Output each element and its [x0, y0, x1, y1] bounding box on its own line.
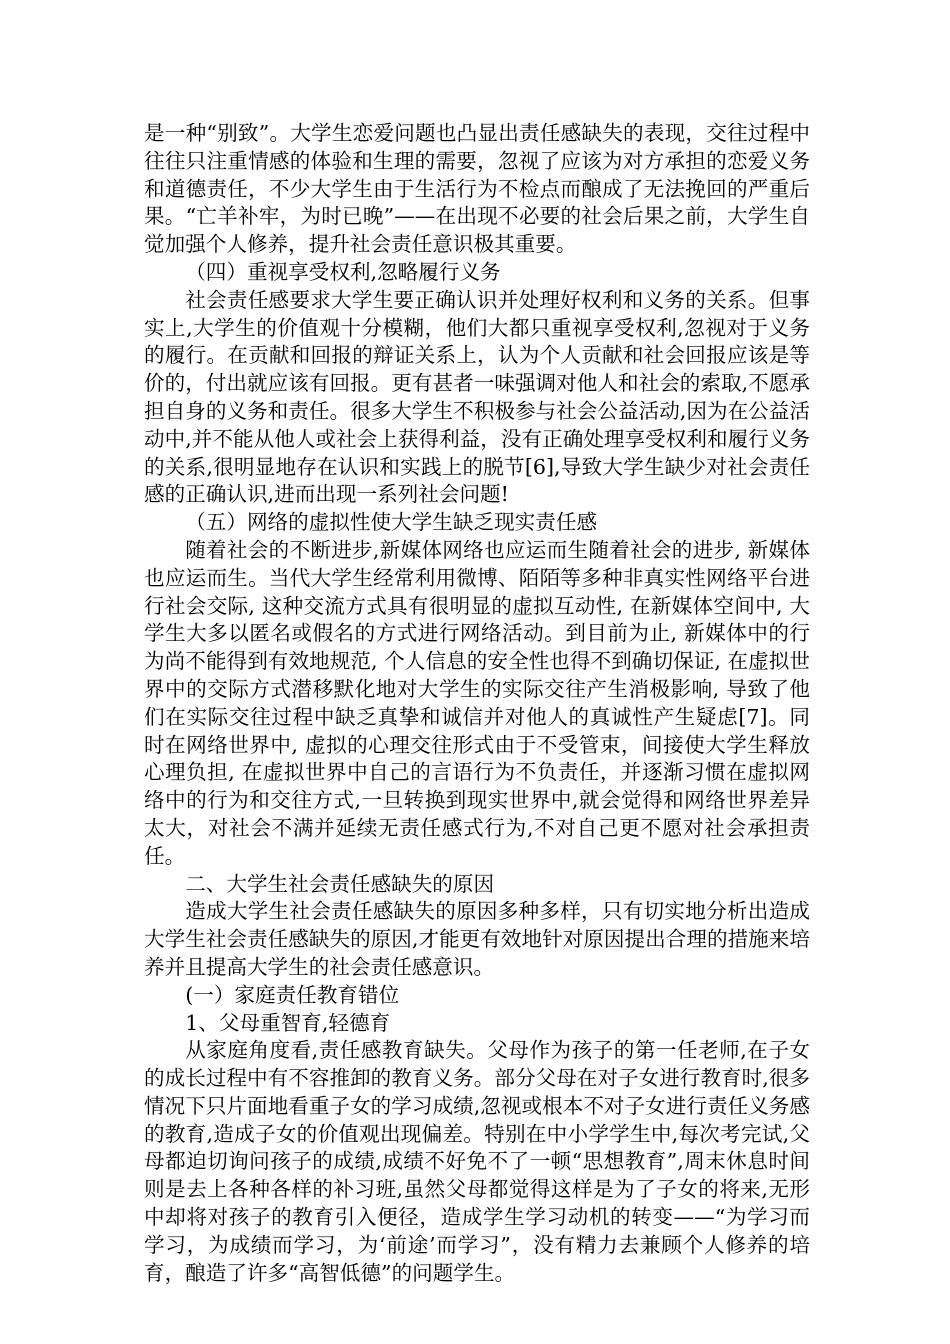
heading-intellect-over-morals: 1、父母重智育,轻德育: [185, 1010, 391, 1035]
paragraph-family-perspective: 从家庭角度看,责任感教育缺失。父母作为孩子的第一任老师,在子女的成长过程中有不容推卸的教育义务。部分父母在对子女进行教育时,很多情况下只片面地看重子女的学习成绩,忽视或根本不对子女进行责任义务感的教育,造成子女的价值观出现偏差。特别在中小学学生中,每次考完试,父母都迫切询问孩子的成绩,成绩不好免不了一顿“思想教育”,周末休息时间则是去上各种各样的补习班,虽然父母都觉得这样是为了子女的将来,无形中却将对孩子的教育引入便径，造成学生学习动机的转变——“为学习而学习，为成绩而学习，为‘前途’而学习”，没有精力去兼顾个人修养的培育，酿造了许多“高智低德”的问题学生。: [144, 1038, 810, 1285]
paragraph-causes-intro: 造成大学生社会责任感缺失的原因多种多样，只有切实地分析出造成大学生社会责任感缺失的原因,才能更有效地针对原因提出合理的措施来培养并且提高大学生的社会责任感意识。: [144, 899, 810, 979]
paragraph-rights-duties: 社会责任感要求大学生要正确认识并处理好权利和义务的关系。但事实上,大学生的价值观十分模糊，他们大都只重视享受权利,忽视对于义务的履行。在贡献和回报的辩证关系上，认为个人贡献和社会回报应该是等价的，付出就应该有回报。更有甚者一味强调对他人和社会的索取,不愿承担自身的义务和责任。很多大学生不积极参与社会公益活动,因为在公益活动中,并不能从他人或社会上获得利益，没有正确处理享受权利和履行义务的关系,很明显地存在认识和实践上的脱节[6],导致大学生缺少对社会责任感的正确认识,进而出现一系列社会问题!: [144, 287, 810, 507]
heading-family-education: (一）家庭责任教育错位: [185, 982, 400, 1007]
heading-causes: 二、大学生社会责任感缺失的原因: [185, 871, 495, 896]
paragraph-virtual-network: 随着社会的不断进步,新媒体网络也应运而生随着社会的进步, 新媒体也应运而生。当代大学生经常利用微博、陌陌等多种非真实性网络平台进行社会交际, 这种交流方式具有很明显的虚拟互动性, 在新媒体空间中, 大学生大多以匿名或假名的方式进行网络活动。到目前为止, 新媒体中的行为尚不能得到有效地规范, 个人信息的安全性也得不到确切保证, 在虚拟世界中的交际方式潜移默化地对大学生的实际交往产生消极影响, 导致了他们在实际交往过程中缺乏真挚和诚信并对他人的真诚性产生疑虑[7]。同时在网络世界中, 虚拟的心理交往形式由于不受管束，间接使大学生释放心理负担, 在虚拟世界中自己的言语行为不负责任，并逐渐习惯在虚拟网络中的行为和交往方式,一旦转换到现实世界中,就会觉得和网络世界差异太大，对社会不满并延续无责任感式行为,不对自己更不愿对社会承担责任。: [144, 537, 810, 868]
heading-rights-over-duties: （四）重视享受权利,忽略履行义务: [185, 259, 501, 284]
heading-virtual-network: （五）网络的虚拟性使大学生缺乏现实责任感: [185, 510, 598, 535]
document-page: [144, 120, 810, 1287]
paragraph-love-responsibility: 是一种“别致”。大学生恋爱问题也凸显出责任感缺失的表现，交往过程中往往只注重情感的体验和生理的需要，忽视了应该为对方承担的恋爱义务和道德责任，不少大学生由于生活行为不检点而酿成了无法挽回的严重后果。“亡羊补牢，为时已晚”——在出现不必要的社会后果之前，大学生自觉加强个人修养，提升社会责任意识极其重要。: [144, 121, 810, 257]
